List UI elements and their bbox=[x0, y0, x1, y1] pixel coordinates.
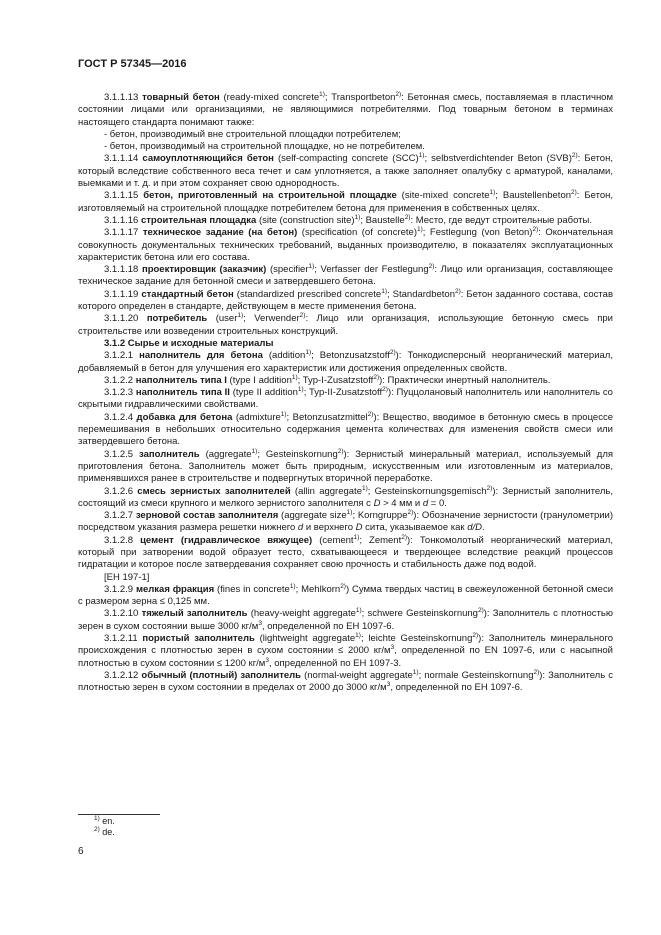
term-entry-3-1-2-3: 3.1.2.3 наполнитель типа II (type II addition$^{1)}$; Typ-II-Zusatzstoff$^{2)}$): Пуццолановый наполнитель или наполнитель со скрытыми гидравлическими свойствами. bbox=[78, 386, 613, 411]
term-entry-3-1-2-11: 3.1.2.11 пористый заполнитель (lightweight aggregate$^{1)}$; leichte Gesteinskornung$^{2)}$): Заполнитель минерального происхождения с плотностью зерен в сухом состоянии ≤ 2000 $кг/м^3$, определенной по EN 1097-6, или с насыпной плотностью в сухом состоянии ≤ 1200 $кг/м^3$, определенной по ЕН 1097-3. bbox=[78, 632, 613, 669]
document-header: ГОСТ Р 57345—2016 bbox=[78, 58, 187, 70]
term-entry-3-1-2-6: 3.1.2.6 смесь зернистых заполнителей (allin aggregate$^{1)}$; Gesteinskornungsgemisch$^{2)}$): Зернистый заполнитель, состоящий из смеси крупного и мелкого зернистого заполнителя с D > 4 мм и d = 0. bbox=[78, 484, 613, 509]
term-entry-3-1-1-14: 3.1.1.14 самоуплотняющийся бетон (self-compacting concrete (SCC)$^{1)}$; selbstverdichtender Beton (SVB)$^{2)}$: Бетон, который вследствие собственного веса течет и сам уплотняется, а также заполняет опалубку с арматурой, каналами, выемками и т. д. и при этом сохраняет свою однородность. bbox=[78, 152, 613, 190]
term-entry-3-1-2-5: 3.1.2.5 заполнитель (aggregate$^{1)}$; Gesteinskornung$^{2)}$): Зернистый минеральный материал, используемый для приготовления бетона. Заполнитель может быть природным, искусственным или изготовленным из материалов, применявшихся ранее в строительстве и подвергнутых вторичной переработке. bbox=[78, 447, 614, 485]
term-entry-3-1-2-1: 3.1.2.1 наполнитель для бетона (addition$^{1)}$; Betonzusatzstoff$^{2)}$): Тонкодисперсный неорганический материал, добавляемый в бетон для улучшения его характеристик или достижения определенных свойств. bbox=[78, 349, 613, 374]
page-number: 6 bbox=[78, 846, 84, 857]
term-entry-3-1-1-17: 3.1.1.17 техническое задание (на бетон) (specification (of concrete)$^{1)}$; Festlegung (von Beton)$^{2)}$: Окончательная совокупность документальных технических требований, выданных производителю, в показателях эксплуатационных характеристик бетона или его состава. bbox=[78, 226, 613, 263]
footnotes bbox=[94, 816, 115, 838]
term-entry-3-1-1-20: 3.1.1.20 потребитель (user$^{1)}$; Verwender$^{2)}$: Лицо или организация, использующие бетонную смесь при строительстве или возведении строительных конструкций. bbox=[78, 312, 613, 337]
document-body bbox=[78, 92, 613, 695]
term-entry-3-1-2-8: 3.1.2.8 цемент (гидравлическое вяжущее) (cement$^{1)}$; Zement$^{2)}$): Тонкомолотый неорганический материал, который при затворении водой образует тесто, схватывающееся и твердеющее вследствие реакций процессов гидратации и которое после затвердевания сохраняет свою прочность и стабильность даже под водой. bbox=[78, 533, 613, 571]
section-heading: 3.1.2 Сырье и исходные материалы bbox=[104, 337, 274, 349]
reference: [ЕН 197-1] bbox=[104, 571, 150, 583]
footnote-divider bbox=[78, 814, 160, 815]
term-entry-3-1-2-4: 3.1.2.4 добавка для бетона (admixture$^{1)}$; Betonzusatzmittel$^{2)}$): Вещество, вводимое в бетонную смесь в процессе перемешивания в небольших относительно содержания цемента количествах для изменения свойств смеси или затвердевшего бетона. bbox=[78, 410, 613, 448]
term-entry-3-1-1-19: 3.1.1.19 стандартный бетон (standardized prescribed concrete$^{1)}$; Standardbeton$^{2)}$: Бетон заданного состава, состав которого определен в стандарте, действующем в месте применения бетона. bbox=[78, 287, 613, 313]
term-entry-3-1-1-13: 3.1.1.13 товарный бетон (ready-mixed concrete$^{1)}$; Transportbeton$^{2)}$: Бетонная смесь, поставляемая в пластичном состоянии лицами или организациями, не являющимися потребителями. Под товарным бетоном в терминах настоящего стандарта понимают также: bbox=[78, 91, 614, 128]
term-entry-3-1-1-15: 3.1.1.15 бетон, приготовленный на строительной площадке (site-mixed concrete$^{1)}$; Baustellenbeton$^{2)}$: Бетон, изготовляемый на строительной площадке потребителем бетона для применения в собственных целях. bbox=[78, 189, 613, 214]
footnote: $^{1)}$ en. bbox=[94, 815, 115, 826]
term-entry-3-1-2-10: 3.1.2.10 тяжелый заполнитель (heavy-weight aggregate$^{1)}$; schwere Gesteinskornung$^{2)}$): Заполнитель с плотностью зерен в сухом состоянии выше 3000 $кг/м^3$, определенной по ЕН 1097-6. bbox=[78, 607, 613, 632]
term-entry-3-1-2-9: 3.1.2.9 мелкая фракция (fines in concrete$^{1)}$; Mehlkorn$^{2)}$) Сумма твердых частиц в свежеуложенной бетонной смеси с размером зерна ≤ 0,125 мм. bbox=[78, 582, 614, 608]
term-entry-3-1-2-2: 3.1.2.2 наполнитель типа I (type I addition$^{1)}$; Typ-I-Zusatzstoff$^{2)}$): Практически инертный наполнитель. bbox=[104, 373, 551, 386]
term-entry-3-1-2-7: 3.1.2.7 зерновой состав заполнителя (aggregate size$^{1)}$; Korngruppe$^{2)}$): Обозначение зернистости (гранулометрии) посредством указания размера решетки нижнего d и верхнего D сита, указываемое как d/D. bbox=[78, 509, 614, 534]
list-item: - бетон, производимый вне строительной площадки потребителем; bbox=[104, 128, 401, 140]
list-item: - бетон, производимый на строительной площадке, но не потребителем. bbox=[104, 141, 425, 153]
term-entry-3-1-1-16: 3.1.1.16 строительная площадка (site (construction site)$^{1)}$; Baustelle$^{2)}$: Место, где ведут строительные работы. bbox=[104, 213, 592, 226]
term-entry-3-1-2-12: 3.1.2.12 обычный (плотный) заполнитель (normal-weight aggregate$^{1)}$; normale Gesteinskornung$^{2)}$): Заполнитель с плотностью зерен в сухом состоянии в пределах от 2000 до 3000 $кг/м^3$, определенной по ЕН 1097-6. bbox=[78, 668, 613, 694]
term-entry-3-1-1-18: 3.1.1.18 проектировщик (заказчик) (specifier$^{1)}$; Verfasser der Festlegung$^{2)}$: Лицо или организация, составляющее техническое задание для бетонной смеси и затвердевшего бетона. bbox=[78, 263, 614, 288]
footnote: $^{2)}$ de. bbox=[94, 826, 115, 837]
